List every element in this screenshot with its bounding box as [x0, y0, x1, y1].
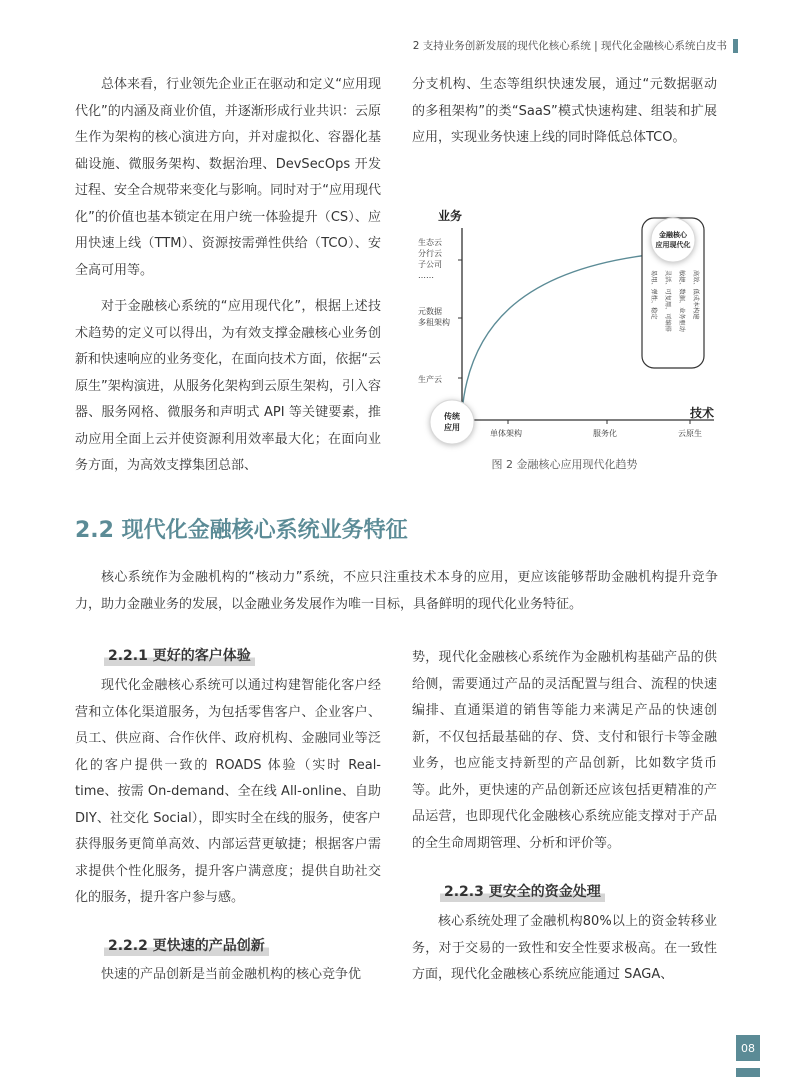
page-number: 08	[736, 1035, 760, 1061]
left-paragraph-1: 总体来看，行业领先企业正在驱动和定义“应用现代化”的内涵及商业价值，并逐渐形成行业共识：云原生作为架构的核心演进方向，并对虚拟化、容器化基础设施、微服务架构、数据治理、DevSecOps 开发过程、安全合规带来变化与影响。同时对于“应用现代化”的价值也基本锁定在用户统一体验提升（CS）、应用快速上线（TTM）、资源按需弹性供给（TCO）、安全高可用等。	[75, 77, 381, 278]
box-column-3: 灵活、可复用、可编排	[664, 270, 671, 332]
subsection-2-2-2-title: 2.2.2 更快速的产品创新	[104, 936, 269, 956]
subsection-2-2-3-title: 2.2.3 更安全的资金处理	[440, 882, 605, 902]
origin-circle	[430, 400, 474, 444]
figure-caption: 图 2 金融核心应用现代化趋势	[491, 458, 638, 471]
y-label-production: 生产云	[418, 375, 442, 384]
running-header	[413, 38, 738, 53]
y-label-metadata-2: 多租架构	[418, 318, 450, 327]
y-label-ecosystem-2: 分行云	[418, 249, 442, 258]
y-label-ecosystem-4: ……	[418, 271, 434, 280]
subsection-2-2-1-title: 2.2.1 更好的客户体验	[104, 646, 255, 666]
left-paragraph-2: 对于金融核心系统的“应用现代化”，根据上述技术趋势的定义可以得出，为有效支撑金融核心业务创新和快速响应的业务变化，在面向技术方面，依据“云原生”架构演进，从服务化架构到云原生架构，引入容器、服务网格、微服务和声明式 API 等关键要素，推动应用全面上云并使资源利用效率最大化；在面向业务方面，为高效支撑集团总部、	[75, 299, 381, 473]
subsection-2-2-1-body: 现代化金融核心系统可以通过构建智能化客户经营和立体化渠道服务，为包括零售客户、企业客户、员工、供应商、合作伙伴、政府机构、金融同业等泛化的客户提供一致的 ROADS 体验（实时 Real-time、按需 On-demand、全在线 All-online、自助 DIY、社交化 Social），即实时全在线的服务，使客户获得服务更简单高效、内部运营更敏捷；根据客户需求提供个性化服务，提升客户满意度；提供自助社交化的服务，提升客户参与感。	[75, 678, 381, 905]
x-label-monolith: 单体架构	[490, 429, 522, 438]
y-label-ecosystem-3: 子公司	[418, 260, 442, 269]
box-title-1: 金融核心	[659, 231, 687, 239]
subsection-2-2-3-body: 核心系统处理了金融机构80%以上的资金转移业务，对于交易的一致性和安全性要求极高。在一致性方面，现代化金融核心系统应能通过 SAGA、	[412, 914, 717, 982]
running-header-text: 2 支持业务创新发展的现代化核心系统 | 现代化金融核心系统白皮书	[412, 40, 727, 52]
section-title: 2.2 现代化金融核心系统业务特征	[75, 518, 408, 543]
x-label-cloud-native: 云原生	[678, 429, 702, 438]
box-column-4: 易用、弹性、稳定	[650, 270, 657, 320]
right-paragraph-1: 分支机构、生态等组织快速发展，通过“元数据驱动的多租架构”的类“SaaS”模式快速构建、组装和扩展应用，实现业务快速上线的同时降低总体TCO。	[412, 77, 717, 145]
box-column-1: 高效、低成本构建	[692, 270, 699, 320]
box-column-2: 敏捷、数据、业务驱动	[678, 270, 685, 332]
subsection-2-2-2-body: 快速的产品创新是当前金融机构的核心竞争优	[101, 967, 362, 982]
section-intro: 核心系统作为金融机构的“核动力”系统，不应只注重技术本身的应用，更应该能够帮助金融机构提升竞争力，助力金融业务的发展，以金融业务发展作为唯一目标，具备鲜明的现代化业务特征。	[75, 570, 718, 612]
origin-label-2: 应用	[444, 423, 460, 432]
page-number-bar	[736, 1068, 760, 1077]
origin-label-1: 传统	[444, 412, 460, 421]
box-title-2: 应用现代化	[655, 241, 691, 249]
right-paragraph-2: 势，现代化金融核心系统作为金融机构基础产品的供给侧，需要通过产品的灵活配置与组合、流程的快速编排、直通渠道的销售等能力来满足产品的快速创新，不仅包括最基础的存、贷、支付和银行卡等金融业务，也应能支持新型的产品创新，比如数字货币等。此外，更快速的产品创新还应该包括更精准的产品运营，也即现代化金融核心系统应能支撑对于产品的全生命周期管理、分析和评价等。	[412, 650, 717, 851]
x-label-service: 服务化	[593, 429, 617, 438]
y-axis-title: 业务	[438, 209, 463, 223]
modernization-trend-diagram	[410, 200, 720, 460]
box-title-circle	[651, 218, 695, 262]
y-label-metadata-1: 元数据	[418, 307, 442, 316]
header-accent-bar	[733, 39, 738, 53]
x-axis-title: 技术	[690, 406, 715, 420]
trend-curve	[462, 255, 648, 412]
y-label-ecosystem-1: 生态云	[418, 238, 442, 247]
